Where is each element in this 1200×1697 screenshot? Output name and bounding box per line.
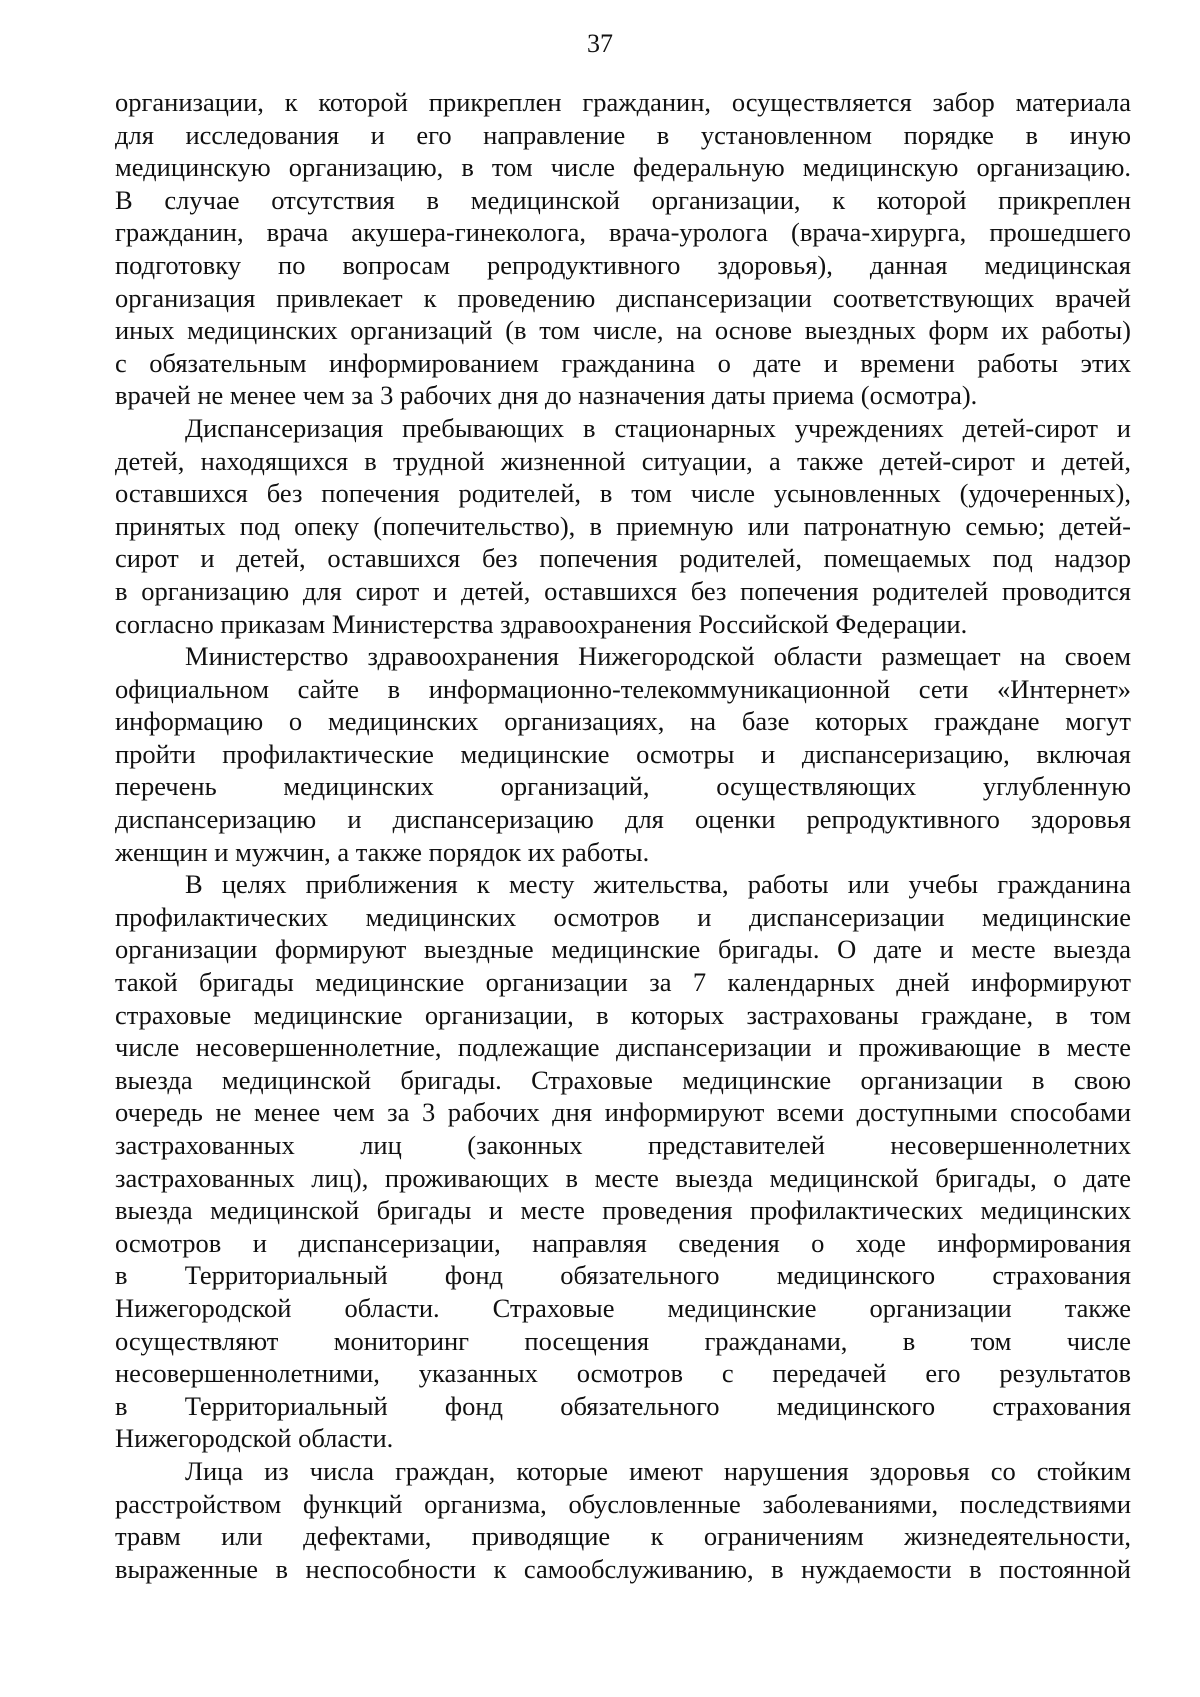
document-body — [115, 86, 1131, 1585]
text-line: детей, находящихся в трудной жизненной ситуации, а также детей-сирот и детей, — [115, 445, 1131, 476]
page-number: 37 — [587, 29, 613, 58]
text-line: согласно приказам Министерства здравоохранения Российской Федерации. — [115, 608, 968, 639]
text-line: несовершеннолетними, указанных осмотров с передачей его результатов — [115, 1358, 1131, 1389]
text-line: перечень медицинских организаций, осуществляющих углубленную — [115, 771, 1131, 802]
text-line: осуществляют мониторинг посещения гражданами, в том числе — [115, 1325, 1131, 1356]
text-line: Нижегородской области. Страховые медицинские организации также — [115, 1292, 1131, 1323]
text-line: организации, к которой прикреплен гражданин, осуществляется забор материала — [115, 87, 1131, 117]
text-line: медицинскую организацию, в том числе федеральную медицинскую организацию. — [115, 152, 1131, 183]
text-line: Министерство здравоохранения Нижегородской области размещает на своем — [185, 641, 1131, 672]
text-line: страховые медицинские организации, в которых застрахованы граждане, в том — [115, 999, 1131, 1030]
text-line: принятых под опеку (попечительство), в приемную или патронатную семью; детей- — [115, 510, 1131, 541]
paragraph — [115, 640, 1131, 868]
text-line: в организацию для сирот и детей, оставшихся без попечения родителей проводится — [115, 575, 1131, 606]
text-line: В целях приближения к месту жительства, работы или учебы гражданина — [185, 869, 1131, 900]
text-line: организация привлекает к проведению диспансеризации соответствующих врачей — [115, 282, 1131, 313]
text-line: с обязательным информированием гражданина о дате и времени работы этих — [115, 347, 1131, 378]
text-line: диспансеризацию и диспансеризацию для оценки репродуктивного здоровья — [115, 804, 1131, 835]
text-line: организации формируют выездные медицинские бригады. О дате и месте выезда — [115, 934, 1131, 965]
paragraph — [115, 868, 1131, 1455]
text-line: застрахованных лиц (законных представителей несовершеннолетних — [115, 1130, 1131, 1160]
text-line: В случае отсутствия в медицинской организации, к которой прикреплен — [115, 184, 1131, 215]
text-line: иных медицинских организаций (в том числе, на основе выездных форм их работы) — [115, 315, 1131, 346]
text-line: Нижегородской области. — [115, 1423, 394, 1454]
text-line: выезда медицинской бригады. Страховые медицинские организации в свою — [115, 1064, 1131, 1095]
text-line: гражданин, врача акушера-гинеколога, врача-уролога (врача-хирурга, прошедшего — [115, 217, 1131, 248]
text-line: информацию о медицинских организациях, на базе которых граждане могут — [115, 706, 1131, 737]
paragraph — [115, 1455, 1131, 1585]
text-line: выраженные в неспособности к самообслуживанию, в нуждаемости в постоянной — [115, 1553, 1131, 1584]
text-line: застрахованных лиц), проживающих в месте выезда медицинской бригады, о дате — [115, 1162, 1131, 1193]
text-line: оставшихся без попечения родителей, в том числе усыновленных (удочеренных), — [115, 478, 1131, 509]
text-line: для исследования и его направление в установленном порядке в иную — [115, 119, 1131, 150]
text-line: сирот и детей, оставшихся без попечения родителей, помещаемых под надзор — [115, 543, 1131, 574]
paragraph — [115, 86, 1131, 412]
text-line: осмотров и диспансеризации, направляя сведения о ходе информирования — [115, 1227, 1131, 1258]
text-line: такой бригады медицинские организации за 7 календарных дней информируют — [115, 967, 1131, 998]
text-line: расстройством функций организма, обусловленные заболеваниями, последствиями — [115, 1488, 1131, 1519]
text-line: очередь не менее чем за 3 рабочих дня информируют всеми доступными способами — [115, 1097, 1131, 1128]
text-line: травм или дефектами, приводящие к ограничениям жизнедеятельности, — [115, 1521, 1131, 1552]
text-line: Диспансеризация пребывающих в стационарных учреждениях детей-сирот и — [185, 412, 1131, 443]
paragraph — [115, 412, 1131, 640]
text-line: подготовку по вопросам репродуктивного здоровья), данная медицинская — [115, 249, 1131, 280]
text-line: Лица из числа граждан, которые имеют нарушения здоровья со стойким — [185, 1455, 1131, 1486]
text-line: официальном сайте в информационно-телекоммуникационной сети «Интернет» — [115, 673, 1131, 704]
text-line: в Территориальный фонд обязательного медицинского страхования — [115, 1390, 1131, 1421]
text-line: женщин и мужчин, а также порядок их работы. — [115, 836, 650, 867]
text-line: профилактических медицинских осмотров и диспансеризации медицинские — [115, 901, 1131, 932]
text-line: врачей не менее чем за 3 рабочих дня до назначения даты приема (осмотра). — [115, 380, 978, 411]
text-line: числе несовершеннолетние, подлежащие диспансеризации и проживающие в месте — [115, 1032, 1131, 1063]
text-line: выезда медицинской бригады и месте проведения профилактических медицинских — [115, 1195, 1131, 1226]
text-line: пройти профилактические медицинские осмотры и диспансеризацию, включая — [115, 738, 1131, 769]
text-line: в Территориальный фонд обязательного медицинского страхования — [115, 1260, 1131, 1291]
